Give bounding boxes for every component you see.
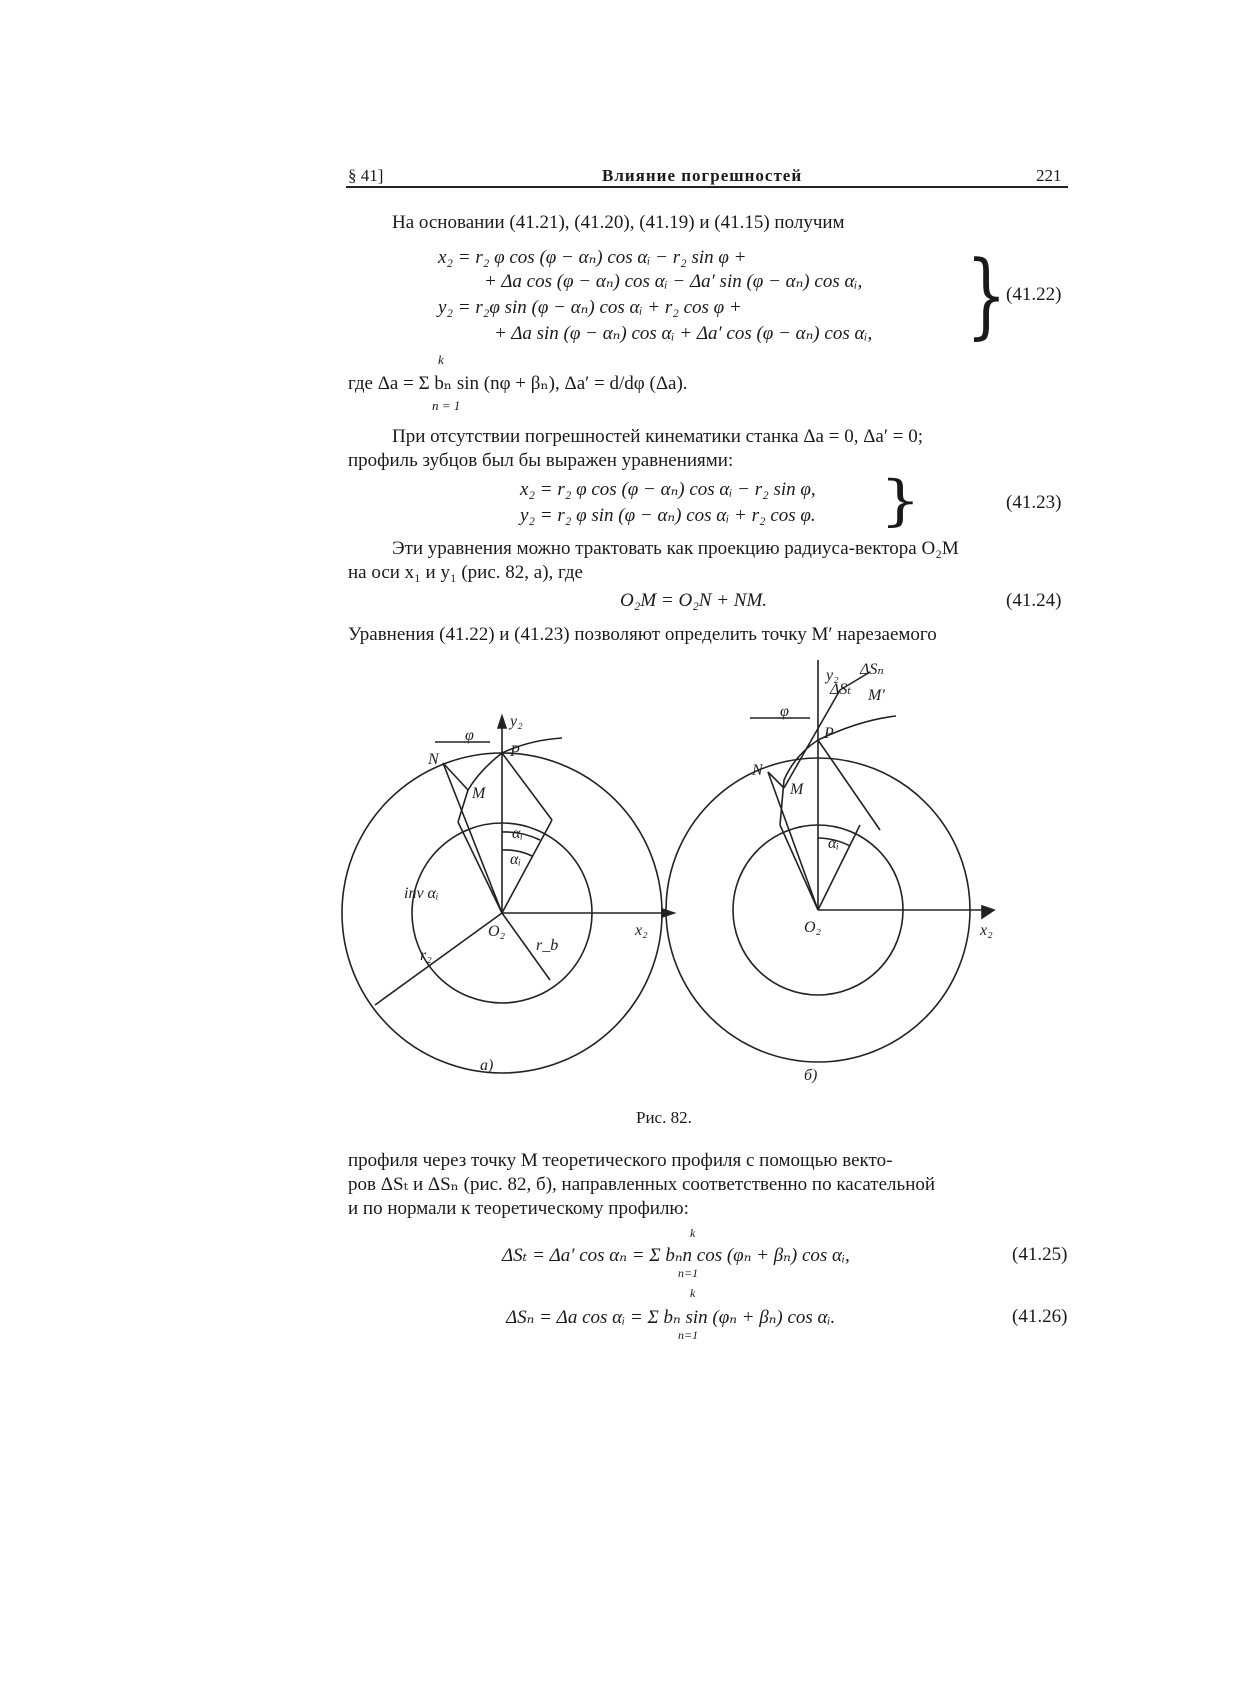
fig-a-label-alpha2: αᵢ xyxy=(510,851,521,868)
fig-a-label-x: x₂ xyxy=(635,922,648,939)
eq-41-23-brace: } xyxy=(880,469,921,533)
eq-41-25: ΔSₜ = Δa′ cos αₙ = Σ bₙn cos (φₙ + βₙ) cos αᵢ, xyxy=(502,1245,850,1266)
eq-41-25-sum-top: k xyxy=(690,1226,696,1240)
fig-a-r2-line xyxy=(375,913,502,1005)
eq-41-25-sum-bottom: n=1 xyxy=(678,1266,699,1280)
fig-a-label-y: y₂ xyxy=(510,713,523,730)
fig-a-label-o: O₂ xyxy=(488,923,506,940)
fig-b-label-o: O₂ xyxy=(804,919,822,936)
fig-b-x-arrow xyxy=(982,906,994,918)
eq-41-26-sum-bottom: n=1 xyxy=(678,1328,699,1342)
fig-a-label-m: M xyxy=(472,785,486,802)
para5-line2: ров ΔSₜ и ΔSₙ (рис. 82, б), направленных соответственно по касательной xyxy=(348,1174,936,1195)
fig-a-x-arrow xyxy=(662,909,674,917)
para5-line3: и по нормали к теоретическому профилю: xyxy=(348,1198,689,1219)
fig-b-label-x: x₂ xyxy=(980,922,993,939)
para4-text: Уравнения (41.22) и (41.23) позволяют определить точку M′ нарезаемого xyxy=(348,624,937,645)
eq-41-23-number: (41.23) xyxy=(1006,492,1062,513)
figure-82 xyxy=(340,660,1080,1130)
fig-a-label: а) xyxy=(480,1057,494,1074)
fig-b-label-y: y₂ xyxy=(826,667,839,684)
eq-41-25-number: (41.25) xyxy=(1012,1244,1068,1265)
eq-41-22-line2: + Δa cos (φ − αₙ) cos αᵢ − Δa′ sin (φ − αₙ) cos αᵢ, xyxy=(484,271,863,292)
fig-a-label-inv: inv αᵢ xyxy=(404,885,439,902)
fig-a-y-arrow xyxy=(498,716,506,728)
eq-41-23-line2: y₂ = r₂ φ sin (φ − αₙ) cos αᵢ + r₂ cos φ. xyxy=(520,505,816,526)
page-number: 221 xyxy=(1036,166,1062,185)
para5-line1: профиля через точку M теоретического профиля с помощью векто- xyxy=(348,1150,893,1171)
fig-a-label-n: N xyxy=(428,751,439,768)
eq-41-22-brace: } xyxy=(966,242,1007,351)
fig-a-label-alpha: αᵢ xyxy=(512,825,523,842)
eq-41-22-line4: + Δa sin (φ − αₙ) cos αᵢ + Δa′ cos (φ − αₙ) cos αᵢ, xyxy=(494,323,873,344)
fig-b-label-m2: M′ xyxy=(868,687,885,704)
header-title: Влияние погрешностей xyxy=(602,166,803,185)
fig-b-label-dsn: ΔSₙ xyxy=(860,661,884,678)
fig-b-label: б) xyxy=(804,1067,818,1084)
fig-a-tangent xyxy=(502,753,552,820)
fig-b-label-dst: ΔSₜ xyxy=(830,681,852,698)
eq-41-22-number: (41.22) xyxy=(1006,284,1062,305)
eq-41-22-line1: x₂ = r₂ φ cos (φ − αₙ) cos αᵢ − r₂ sin φ + xyxy=(438,247,747,268)
where-sum-bottom: n = 1 xyxy=(432,398,461,413)
header-section: § 41] xyxy=(348,166,384,185)
eq-41-24-number: (41.24) xyxy=(1006,590,1062,611)
eq-41-26: ΔSₙ = Δa cos αᵢ = Σ bₙ sin (φₙ + βₙ) cos αᵢ. xyxy=(506,1307,836,1328)
eq-41-26-number: (41.26) xyxy=(1012,1306,1068,1327)
eq-41-22-line3: y₂ = r₂φ sin (φ − αₙ) cos αᵢ + r₂ cos φ + xyxy=(438,297,742,318)
header-rule xyxy=(346,186,1068,188)
fig-b-label-alpha: αᵢ xyxy=(828,835,839,852)
figure-b-diagram xyxy=(666,660,994,1062)
fig-a-label-rb: r_b xyxy=(536,937,559,954)
para3-line2: на оси x₁ и y₁ (рис. 82, а), где xyxy=(348,562,583,583)
fig-b-tangent xyxy=(818,740,880,830)
para2-line1: При отсутствии погрешностей кинематики станка Δa = 0, Δa′ = 0; xyxy=(392,426,924,447)
where-sum-top: k xyxy=(438,352,444,367)
eq-41-26-sum-top: k xyxy=(690,1286,696,1300)
figure-caption: Рис. 82. xyxy=(636,1108,692,1127)
fig-b-label-phi: φ xyxy=(780,703,789,720)
figure-a-diagram xyxy=(342,716,674,1073)
eq-41-23-line1: x₂ = r₂ φ cos (φ − αₙ) cos αᵢ − r₂ sin φ, xyxy=(520,479,816,500)
fig-b-label-n: N xyxy=(752,762,763,779)
intro-text: На основании (41.21), (41.20), (41.19) и (41.15) получим xyxy=(392,212,845,233)
fig-b-label-p: P xyxy=(824,725,834,742)
para2-line2: профиль зубцов был бы выражен уравнениями: xyxy=(348,450,734,471)
fig-a-label-phi: φ xyxy=(465,727,474,744)
fig-a-label-p: P xyxy=(510,743,520,760)
fig-a-NM-line xyxy=(443,763,468,790)
fig-b-label-m: M xyxy=(790,781,804,798)
where-text: где Δa = Σ bₙ sin (nφ + βₙ), Δa′ = d/dφ (Δa). xyxy=(348,373,688,394)
para3-line1: Эти уравнения можно трактовать как проекцию радиуса-вектора O₂M xyxy=(392,538,959,559)
eq-41-24: O₂M = O₂N + NM. xyxy=(620,590,768,611)
fig-b-inv-line xyxy=(780,825,818,910)
fig-a-label-r2: r₂ xyxy=(420,947,432,964)
fig-a-inv-line xyxy=(458,822,502,913)
